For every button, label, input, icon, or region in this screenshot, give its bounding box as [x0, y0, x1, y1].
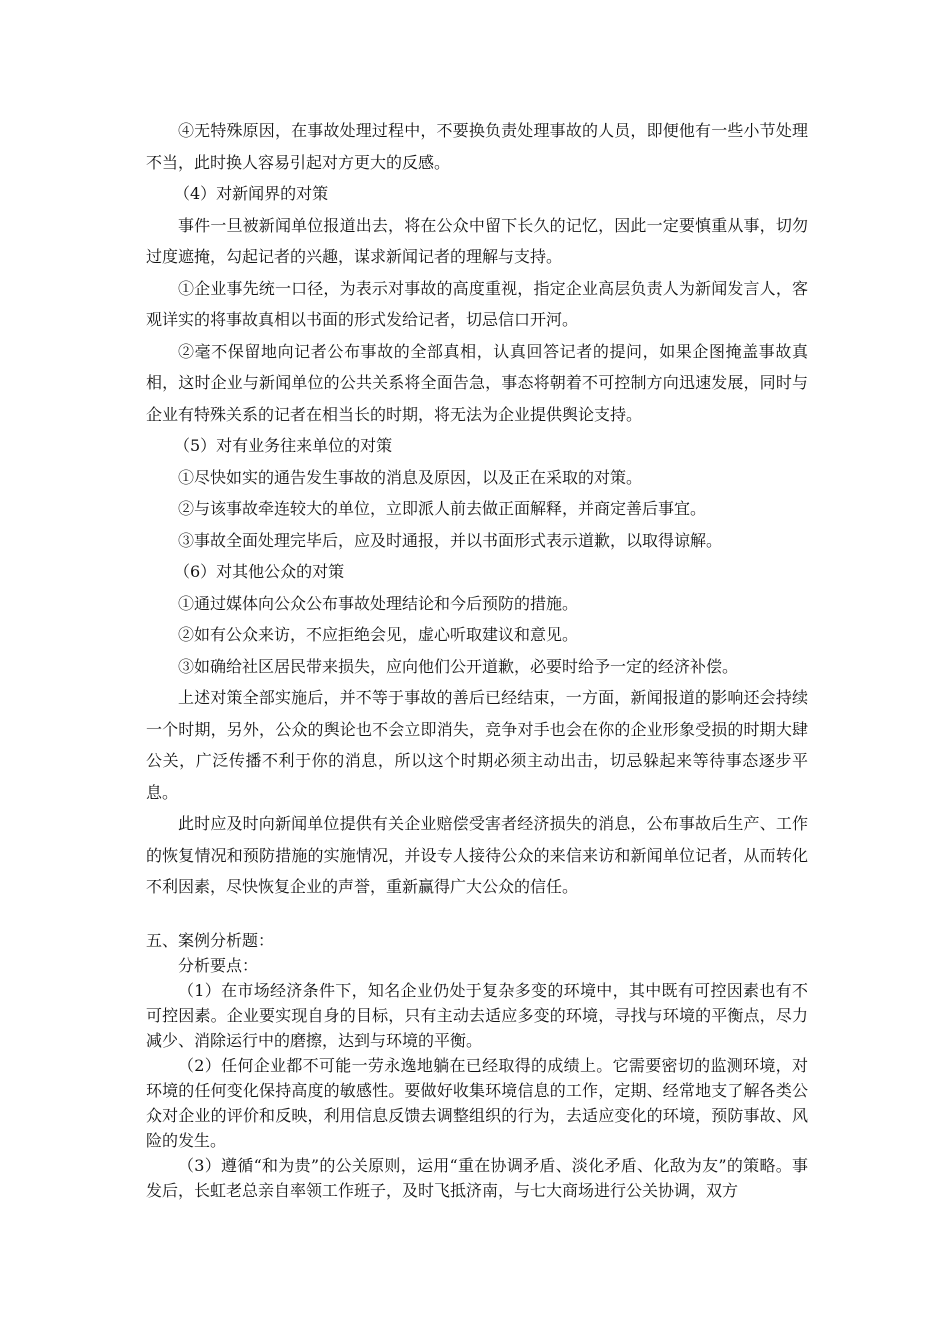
subsection-heading: （5）对有业务往来单位的对策 [174, 436, 393, 455]
paragraph: ②毫不保留地向记者公布事故的全部真相，认真回答记者的提问，如果企图掩盖事故真相，这时企业与新闻单位的公共关系将全面告急，事态将朝着不可控制方向迅速发展，同时与企业有特殊关系的记者在相当长的时期，将无法为企业提供舆论支持。 [146, 341, 808, 424]
paragraph: 此时应及时向新闻单位提供有关企业赔偿受害者经济损失的消息，公布事故后生产、工作的恢复情况和预防措施的实施情况，并设专人接待公众的来信来访和新闻单位记者，从而转化不利因素，尽快恢复企业的声誉，重新赢得广大公众的信任。 [146, 814, 808, 896]
upper-text-block [146, 115, 808, 903]
paragraph: （1）在市场经济条件下，知名企业仍处于复杂多变的环境中，其中既有可控因素也有不可控因素。企业要实现自身的目标，只有主动去适应多变的环境，寻找与环境的平衡点，尽力减少、消除运行中的磨擦，达到与环境的平衡。 [146, 981, 808, 1050]
paragraph: ③如确给社区居民带来损失，应向他们公开道歉，必要时给予一定的经济补偿。 [178, 656, 739, 676]
paragraph: ①尽快如实的通告发生事故的消息及原因，以及正在采取的对策。 [178, 467, 643, 487]
paragraph: 事件一旦被新闻单位报道出去，将在公众中留下长久的记忆，因此一定要慎重从事，切勿过度遮掩，勾起记者的兴趣，谋求新闻记者的理解与支持。 [146, 215, 808, 266]
subsection-heading: （6）对其他公众的对策 [174, 562, 345, 581]
section-heading: 五、案例分析题： [146, 931, 275, 950]
paragraph: ②与该事故牵连较大的单位，立即派人前去做正面解释，并商定善后事宜。 [178, 499, 707, 518]
paragraph: 分析要点： [178, 956, 259, 975]
paragraph: 上述对策全部实施后，并不等于事故的善后已经结束，一方面，新闻报道的影响还会持续一个时期，另外，公众的舆论也不会立即消失，竞争对手也会在你的企业形象受损的时期大肆公关，广泛传播不利于你的消息，所以这个时期必须主动出击，切忌躲起来等待事态逐步平息。 [146, 688, 808, 802]
paragraph: ①通过媒体向公众公布事故处理结论和今后预防的措施。 [178, 593, 579, 613]
paragraph: （2）任何企业都不可能一劳永逸地躺在已经取得的成绩上。它需要密切的监测环境，对环境的任何变化保持高度的敏感性。要做好收集环境信息的工作，定期、经常地支了解各类公众对企业的评价和反映，利用信息反馈去调整组织的行为，去适应变化的环境，预防事故、风险的发生。 [146, 1056, 808, 1150]
subsection-heading: （4）对新闻界的对策 [174, 184, 329, 203]
paragraph: ③事故全面处理完毕后，应及时通报，并以书面形式表示道歉，以取得谅解。 [178, 530, 723, 550]
lower-text-block [146, 928, 808, 1203]
paragraph: ④无特殊原因，在事故处理过程中，不要换负责处理事故的人员，即便他有一些小节处理不当，此时换人容易引起对方更大的反感。 [146, 121, 808, 172]
paragraph: ②如有公众来访，不应拒绝会见，虚心听取建议和意见。 [178, 625, 579, 644]
paragraph: ①企业事先统一口径，为表示对事故的高度重视，指定企业高层负责人为新闻发言人，客观详实的将事故真相以书面的形式发给记者，切忌信口开河。 [146, 278, 808, 329]
paragraph: （3）遵循“和为贵”的公关原则，运用“重在协调矛盾、淡化矛盾、化敌为友”的策略。事发后，长虹老总亲自率领工作班子，及时飞抵济南，与七大商场进行公关协调，双方 [146, 1156, 808, 1200]
